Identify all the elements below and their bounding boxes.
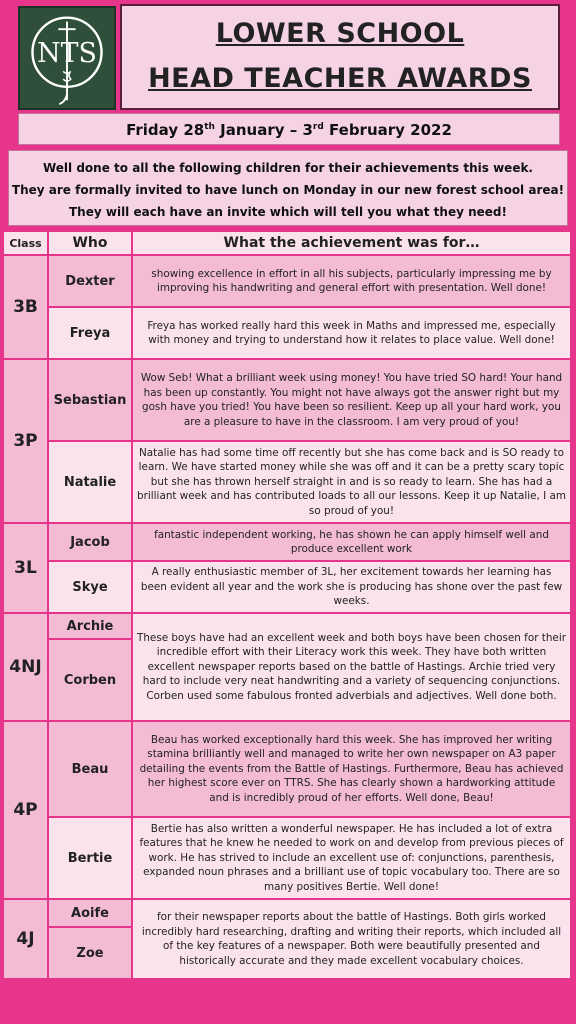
achievement-text: A really enthusiastic member of 3L, her excitement towards her learning has been evident all year and the work she is producing has shone over the past few weeks. bbox=[132, 561, 571, 613]
date-range bbox=[18, 113, 560, 145]
table-row bbox=[3, 561, 571, 613]
class-cell-4nj: 4NJ bbox=[3, 613, 48, 721]
school-logo bbox=[18, 6, 116, 110]
title-line-2: HEAD TEACHER AWARDS bbox=[148, 63, 532, 94]
achievement-text: Beau has worked exceptionally hard this week. She has improved her writing stamina brilliantly well and managed to write her own newspaper on A3 paper detailing the events from the Battle of Hastings. Furthermore, Beau has achieved her highest score ever on TTRS. She has clearly shown a hardworking attitude and is incredibly proud of her efforts. Well done, Beau! bbox=[132, 721, 571, 817]
notice-line-2: They are formally invited to have lunch on Monday in our new forest school area! bbox=[11, 183, 565, 197]
achievement-text: showing excellence in effort in all his subjects, particularly impressing me by improving his handwriting and general effort with presentation. Well done! bbox=[132, 255, 571, 307]
pupil-name: Aoife bbox=[48, 899, 132, 927]
pupil-name: Zoe bbox=[48, 927, 132, 979]
table-row bbox=[3, 441, 571, 523]
col-header-who: Who bbox=[48, 231, 132, 255]
pupil-name: Sebastian bbox=[48, 359, 132, 441]
logo-letters: NTS bbox=[37, 37, 97, 69]
pupil-name: Archie bbox=[48, 613, 132, 639]
pupil-name: Corben bbox=[48, 639, 132, 721]
pupil-name: Natalie bbox=[48, 441, 132, 523]
table-row bbox=[3, 307, 571, 359]
col-header-what: What the achievement was for… bbox=[132, 231, 571, 255]
class-cell-4j: 4J bbox=[3, 899, 48, 979]
pupil-name: Skye bbox=[48, 561, 132, 613]
table-row bbox=[3, 613, 571, 639]
achievement-text: Wow Seb! What a brilliant week using money! You have tried SO hard! Your hand has been up constantly. You might not have always got the answer right but my gosh have you tried! You have been so resilient. Keep up all your hard work, you are a pleasure to have in the classroom. I am very proud of you! bbox=[132, 359, 571, 441]
notice-line-3: They will each have an invite which will tell you what they need! bbox=[69, 205, 507, 219]
notice-panel bbox=[8, 150, 568, 226]
table-row bbox=[3, 899, 571, 927]
achievement-text: Natalie has had some time off recently but she has come back and is SO ready to learn. We have started money while she was off and it can be a pretty scary topic but she has thrown herself straight in and is so ready to learn. She has had a brilliant week and has contributed loads to all our lessons. Keep it up Natalie, I am so proud of you! bbox=[132, 441, 571, 523]
notice-line-1: Well done to all the following children for their achievements this week. bbox=[42, 161, 533, 175]
pupil-name: Dexter bbox=[48, 255, 132, 307]
pupil-name: Jacob bbox=[48, 523, 132, 561]
pupil-name: Bertie bbox=[48, 817, 132, 899]
school-crest-icon bbox=[20, 8, 114, 108]
title-banner bbox=[120, 4, 560, 110]
date-mid: January – 3 bbox=[214, 121, 313, 139]
class-cell-4p: 4P bbox=[3, 721, 48, 899]
table-row bbox=[3, 523, 571, 561]
table-header-row bbox=[3, 231, 571, 255]
class-cell-3p: 3P bbox=[3, 359, 48, 523]
achievement-text: for their newspaper reports about the battle of Hastings. Both girls worked incredibly hard researching, drafting and writing their reports, which included all of the key features of a newspaper. Both were beautifully presented and historically accurate and they made excellent vocabulary choices. bbox=[132, 899, 571, 979]
table-row bbox=[3, 359, 571, 441]
achievement-text: Bertie has also written a wonderful newspaper. He has included a lot of extra features that he knew he needed to work on and develop from previous pieces of work. He has strived to include an excellent use of: conjunctions, parenthesis, expanded noun phrases and a brilliant use of topic vocabulary too. There are so many positives Bertie. Well done! bbox=[132, 817, 571, 899]
achievement-text: fantastic independent working, he has shown he can apply himself well and produce excellent work bbox=[132, 523, 571, 561]
col-header-class: Class bbox=[3, 231, 48, 255]
title-line-1: LOWER SCHOOL bbox=[215, 18, 465, 49]
table-row bbox=[3, 255, 571, 307]
class-cell-3b: 3B bbox=[3, 255, 48, 359]
pupil-name: Beau bbox=[48, 721, 132, 817]
awards-table bbox=[2, 230, 572, 980]
table-row bbox=[3, 817, 571, 899]
achievement-text: These boys have had an excellent week and both boys have been chosen for their incredible effort with their Literacy work this week. They have both written excellent newspaper reports based on the battle of Hastings. Archie tried very hard to include very neat handwriting and a variety of sequencing conjunctions. Corben used some fabulous fronted adverbials and adjectives. Well done both. bbox=[132, 613, 571, 721]
pupil-name: Freya bbox=[48, 307, 132, 359]
class-cell-3l: 3L bbox=[3, 523, 48, 613]
date-suffix: February 2022 bbox=[323, 121, 452, 139]
date-sup-2: rd bbox=[312, 122, 324, 132]
table-row bbox=[3, 721, 571, 817]
date-prefix: Friday 28 bbox=[126, 121, 205, 139]
date-sup-1: th bbox=[204, 122, 215, 132]
achievement-text: Freya has worked really hard this week in Maths and impressed me, especially with money and trying to understand how it relates to place value. Well done! bbox=[132, 307, 571, 359]
